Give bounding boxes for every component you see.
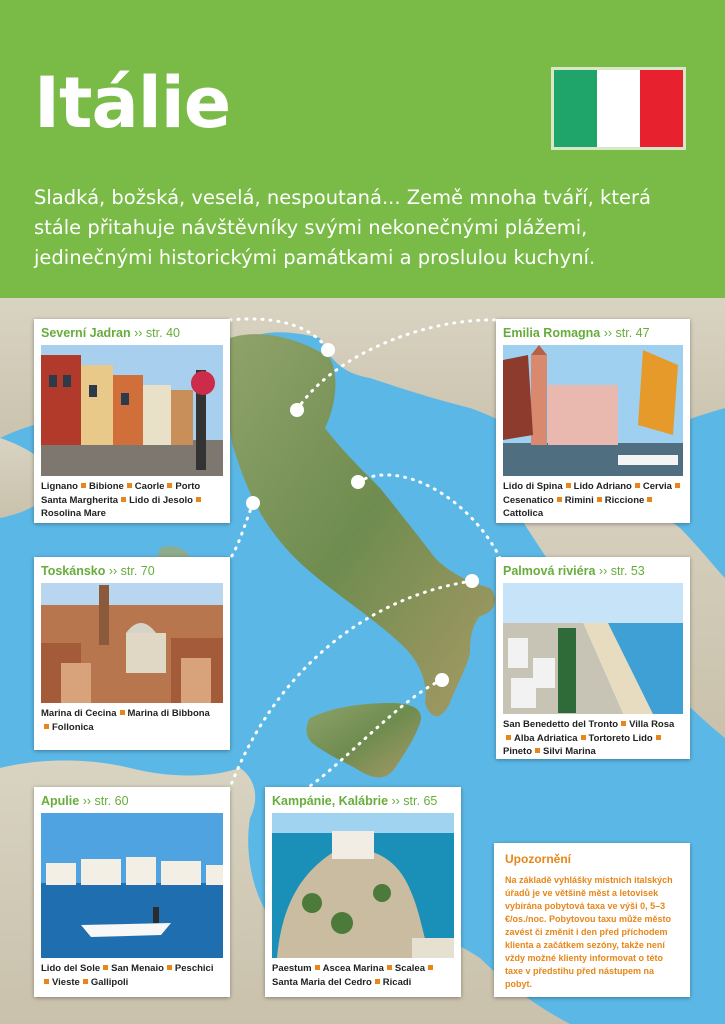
bullet-square-icon [581,735,586,740]
bullet-square-icon [656,735,661,740]
region-places [272,962,454,989]
region-places [41,962,223,989]
bullet-square-icon [535,748,540,753]
place-name: Rimini [564,494,594,506]
marker-kampanie [435,673,449,687]
place-name: Lido di Jesolo [129,494,193,506]
bullet-square-icon [44,979,49,984]
italy-flag-icon [551,67,686,150]
bullet-square-icon [44,724,49,729]
marker-emilia-romagna [290,403,304,417]
place-name: Lido Adriano [573,481,632,492]
place-name: Ascea Marina [322,963,384,974]
region-name: Toskánsko [41,564,106,578]
region-page-ref[interactable]: ›› str. 40 [134,326,180,340]
region-page-ref[interactable]: ›› str. 47 [603,326,650,340]
region-page-ref[interactable]: ›› str. 65 [391,794,438,808]
place-name: Lido di Spina [503,481,563,492]
bullet-square-icon [557,497,562,502]
marker-apulie [465,574,479,588]
region-card-kampanie-kalabrie[interactable] [265,787,461,997]
place-name: San Menaio [111,963,164,974]
bullet-square-icon [121,497,126,502]
bullet-square-icon [387,965,392,970]
place-name: Ricadi [382,976,412,988]
bullet-square-icon [127,483,132,488]
region-card-emilia-romagna[interactable] [496,319,690,523]
region-places [41,707,223,734]
region-card-palmova-riviera[interactable] [496,557,690,759]
place-name: Marina di Cecina [41,708,117,719]
region-photo [503,345,683,476]
notice-text: Na základě vyhlášky místních italských úřadů je ve většině měst a letovisek vybírána pobytová taxa ve výši 0, 5–3 €/os./noc. Pobytovou taxu může město zavést či změnit i den před příchodem klienta a začátkem sezóny, takže není vždy možné klienty informovat o této taxe v předstihu před nástupem na pobyt. [505,875,673,989]
venice-street-photo-icon [41,345,223,476]
region-page-ref[interactable]: ›› str. 53 [598,564,645,578]
bullet-square-icon [103,965,108,970]
bullet-square-icon [597,497,602,502]
place-name: Marina di Bibbona [127,708,210,719]
region-photo [41,345,223,476]
place-name: Pineto [503,746,533,757]
region-name: Kampánie, Kalábrie [272,794,389,808]
region-name: Apulie [41,794,80,808]
bullet-square-icon [675,483,680,488]
bullet-square-icon [375,979,380,984]
flag-stripe-red [640,70,683,147]
region-photo [503,583,683,714]
region-name: Severní Jadran [41,326,131,340]
bullet-square-icon [428,965,433,970]
place-name: Bibione [88,481,124,492]
bullet-square-icon [635,483,640,488]
region-heading[interactable] [41,563,223,579]
region-name: Emilia Romagna [503,326,601,340]
place-name: San Benedetto del Tronto [503,719,619,730]
region-places [41,480,223,521]
page-title: Itálie [34,62,231,144]
notice-box [494,843,690,997]
region-photo [272,813,454,958]
bullet-square-icon [506,735,511,740]
place-name: Vieste [52,976,80,988]
intro-text: Sladká, božská, veselá, nespoutaná... Země mnoha tváří, která stále přitahuje návštěvníky svými nekonečnými plážemi, jedinečnými historickými památkami a proslulou kuchyní. [34,186,651,269]
place-name: Silvi Marina [543,746,596,757]
bullet-square-icon [315,965,320,970]
bullet-square-icon [196,497,201,502]
flag-stripe-green [554,70,597,147]
marker-severni-jadran [321,343,335,357]
place-name: Lido del Sole [41,963,101,974]
place-name: Santa Maria del Cedro [272,976,372,988]
boat-town-photo-icon [41,813,223,958]
region-name: Palmová riviéra [503,564,596,578]
bullet-square-icon [167,483,172,488]
place-name: Paestum [272,963,312,974]
region-card-severni-jadran[interactable] [34,319,230,523]
place-name: Caorle [134,481,165,492]
siena-skyline-photo-icon [41,583,223,703]
region-heading[interactable] [41,793,223,809]
place-name: Villa Rosa [629,719,675,730]
place-name: Riccione [604,494,645,506]
region-card-apulie[interactable] [34,787,230,997]
place-name: Rosolina Mare [41,508,106,519]
coast-aerial-photo-icon [503,583,683,714]
bullet-square-icon [81,483,86,488]
tropea-rock-photo-icon [272,813,454,958]
region-heading[interactable] [41,325,223,341]
place-name: Follonica [52,721,94,733]
bullet-square-icon [120,710,125,715]
place-name: Cattolica [503,508,544,519]
marker-toskansko [246,496,260,510]
bullet-square-icon [83,979,88,984]
marker-palmova [351,475,365,489]
region-card-toskansko[interactable] [34,557,230,750]
place-name: Tortoreto Lido [588,732,653,744]
flag-stripe-white [597,70,640,147]
region-page-ref[interactable]: ›› str. 60 [82,794,129,808]
place-name: Porto Santa Margherita [41,481,201,506]
region-page-ref[interactable]: ›› str. 70 [108,564,155,578]
place-name: Cesenatico [503,494,554,506]
bullet-square-icon [647,497,652,502]
notice-title: Upozornění [505,852,571,866]
place-name: Alba Adriatica [514,732,578,744]
region-heading[interactable] [272,793,454,809]
place-name: Peschici [174,963,214,974]
region-heading[interactable] [503,563,683,579]
harbour-church-photo-icon [503,345,683,476]
region-places [503,718,683,759]
bullet-square-icon [167,965,172,970]
bullet-square-icon [621,721,626,726]
region-heading[interactable] [503,325,683,341]
place-name: Lignano [41,481,78,492]
place-name: Gallipoli [90,976,129,988]
region-photo [41,813,223,958]
place-name: Scalea [394,963,425,974]
region-photo [41,583,223,703]
header-band [0,0,725,298]
region-places [503,480,683,521]
bullet-square-icon [566,483,571,488]
place-name: Cervia [642,481,672,492]
